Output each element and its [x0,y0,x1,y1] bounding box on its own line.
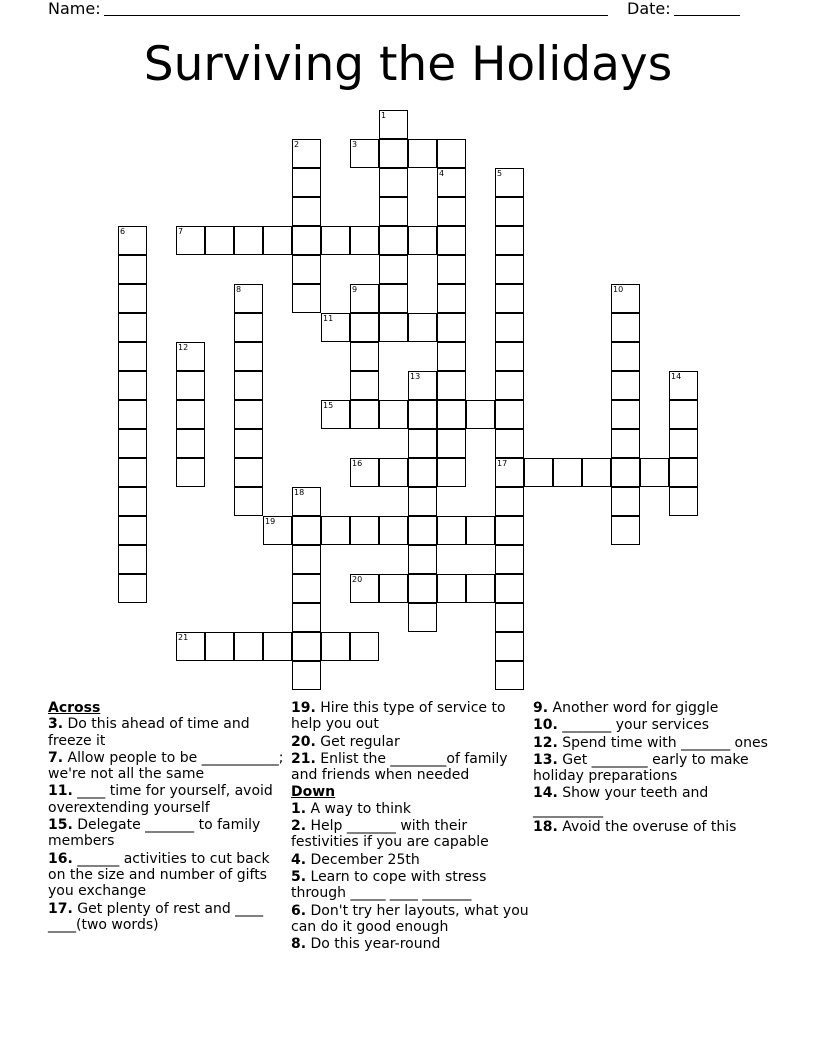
grid-cell[interactable] [176,429,205,458]
grid-cell[interactable] [437,458,466,487]
clue-text: Learn to cope with stress through _____ ____ _______ [291,868,487,902]
grid-cell[interactable] [350,516,379,545]
grid-cell[interactable] [234,487,263,516]
grid-cell[interactable] [437,313,466,342]
grid-cell[interactable] [379,458,408,487]
clue-number: 6. [291,902,307,919]
clue-item [533,752,773,785]
grid-cell[interactable] [292,197,321,226]
grid-cell[interactable] [408,400,437,429]
grid-cell[interactable] [495,197,524,226]
clue-number: 2. [291,818,307,835]
grid-cell[interactable] [495,313,524,342]
grid-cell[interactable] [234,342,263,371]
cell-number: 17 [497,459,508,468]
clue-number: 18. [533,819,558,836]
clue-list [291,700,531,783]
clue-text: Get plenty of rest and ____ ____(two words) [48,900,264,933]
grid-cell[interactable] [118,284,147,313]
grid-cell[interactable] [350,226,379,255]
grid-cell[interactable] [408,574,437,603]
cell-number: 15 [323,401,334,410]
grid-cell[interactable] [408,545,437,574]
grid-cell[interactable] [495,168,524,197]
grid-cell[interactable] [321,400,350,429]
grid-cell[interactable] [263,226,292,255]
grid-cell[interactable] [582,458,611,487]
grid-cell[interactable] [437,197,466,226]
grid-cell[interactable] [379,197,408,226]
grid-cell[interactable] [437,255,466,284]
grid-cell[interactable] [611,516,640,545]
clue-text: Do this ahead of time and freeze it [48,716,250,749]
grid-cell[interactable] [350,371,379,400]
grid-cell[interactable] [350,342,379,371]
grid-cell[interactable] [437,168,466,197]
clue-item [533,717,773,733]
grid-cell[interactable] [118,545,147,574]
grid-cell[interactable] [292,139,321,168]
grid-cell[interactable] [495,226,524,255]
clue-item [291,818,531,851]
grid-cell[interactable] [350,313,379,342]
grid-cell[interactable] [611,458,640,487]
grid-cell[interactable] [466,400,495,429]
clue-text: ____ time for yourself, avoid overextending yourself [48,783,273,816]
grid-cell[interactable] [437,371,466,400]
grid-cell[interactable] [408,516,437,545]
grid-cell[interactable] [292,545,321,574]
page-title: Surviving the Holidays [143,37,673,92]
grid-cell[interactable] [437,284,466,313]
clue-item [291,700,531,733]
clue-number: 17. [48,900,73,917]
grid-cell[interactable] [437,226,466,255]
grid-cell[interactable] [408,139,437,168]
grid-cell[interactable] [408,313,437,342]
clue-number: 15. [48,817,73,834]
cell-number: 2 [294,140,300,149]
grid-cell[interactable] [611,400,640,429]
clue-number: 3. [48,716,64,733]
grid-cell[interactable] [611,284,640,313]
grid-cell[interactable] [292,168,321,197]
grid-cell[interactable] [495,632,524,661]
clue-text: Enlist the ________of family and friends when needed [291,750,508,784]
grid-cell[interactable] [205,226,234,255]
clue-item [291,751,531,784]
clue-item [48,716,288,749]
clue-number: 10. [533,717,558,734]
grid-cell[interactable] [292,487,321,516]
grid-cell[interactable] [350,632,379,661]
cell-number: 4 [439,169,445,178]
clue-text: Allow people to be ___________; we're not all the same [48,749,284,783]
grid-cell[interactable] [118,313,147,342]
clue-text: _______ your services [557,717,710,734]
clue-item [48,750,288,783]
grid-cell[interactable] [234,429,263,458]
grid-cell[interactable] [466,574,495,603]
name-label: Name: [48,0,101,18]
grid-cell[interactable] [524,458,553,487]
grid-cell[interactable] [611,342,640,371]
grid-cell[interactable] [408,371,437,400]
grid-cell[interactable] [669,487,698,516]
date-label: Date: [627,0,671,18]
grid-cell[interactable] [495,255,524,284]
cell-number: 8 [236,285,242,294]
clues-column-2 [291,700,531,953]
clue-text: Hire this type of service to help you out [291,700,506,733]
grid-cell[interactable] [176,226,205,255]
grid-cell[interactable] [350,574,379,603]
clue-text: Help _______ with their festivities if you are capable [291,818,489,851]
grid-cell[interactable] [234,284,263,313]
grid-cell[interactable] [437,139,466,168]
cell-number: 18 [294,488,305,497]
grid-cell[interactable] [495,603,524,632]
grid-cell[interactable] [379,313,408,342]
grid-cell[interactable] [118,400,147,429]
grid-cell[interactable] [350,400,379,429]
grid-cell[interactable] [292,226,321,255]
cell-number: 14 [671,372,682,381]
grid-cell[interactable] [495,458,524,487]
cell-number: 13 [410,372,421,381]
grid-cell[interactable] [611,313,640,342]
clue-text: Get ________ early to make holiday preparations [533,751,749,785]
grid-cell[interactable] [350,139,379,168]
grid-cell[interactable] [118,429,147,458]
grid-cell[interactable] [176,458,205,487]
grid-cell[interactable] [408,429,437,458]
grid-cell[interactable] [379,226,408,255]
clue-text: December 25th [306,851,420,868]
grid-cell[interactable] [495,400,524,429]
clue-item [533,819,773,835]
clue-item [533,700,773,716]
clue-list [533,700,773,835]
grid-cell[interactable] [292,574,321,603]
grid-cell[interactable] [408,458,437,487]
clue-item [48,817,288,850]
grid-cell[interactable] [379,139,408,168]
grid-cell[interactable] [379,255,408,284]
grid-cell[interactable] [350,284,379,313]
clue-list [291,801,531,953]
grid-cell[interactable] [234,371,263,400]
clue-item [291,852,531,868]
clue-number: 14. [533,785,558,802]
clue-text: Get regular [315,733,400,750]
clue-text: Delegate _______ to family members [48,817,261,850]
grid-cell[interactable] [350,458,379,487]
grid-cell[interactable] [292,255,321,284]
clue-item [533,735,773,751]
cell-number: 9 [352,285,358,294]
clue-text: Another word for giggle [548,700,719,716]
clue-text: Avoid the overuse of this [557,819,737,836]
cell-number: 11 [323,314,334,323]
clues-column-1 [48,700,288,934]
cell-number: 12 [178,343,189,352]
grid-cell[interactable] [379,284,408,313]
clue-number: 16. [48,850,73,867]
clue-item [48,851,288,900]
clue-item [291,734,531,750]
cell-number: 3 [352,140,358,149]
grid-cell[interactable] [379,574,408,603]
clue-item [533,785,773,818]
grid-cell[interactable] [408,603,437,632]
grid-cell[interactable] [118,342,147,371]
grid-cell[interactable] [437,574,466,603]
cell-number: 16 [352,459,363,468]
grid-cell[interactable] [321,632,350,661]
clue-number: 20. [291,733,316,750]
grid-cell[interactable] [292,632,321,661]
grid-cell[interactable] [263,516,292,545]
grid-cell[interactable] [408,487,437,516]
clue-number: 21. [291,750,316,767]
clue-number: 13. [533,751,558,768]
grid-cell[interactable] [669,400,698,429]
grid-cell[interactable] [205,632,234,661]
clue-text: Spend time with _______ ones [557,734,768,751]
grid-cell[interactable] [379,168,408,197]
grid-cell[interactable] [292,661,321,690]
cell-number: 7 [178,227,184,236]
grid-cell[interactable] [118,516,147,545]
grid-cell[interactable] [321,313,350,342]
down-heading: Down [291,784,336,801]
grid-cell[interactable] [640,458,669,487]
grid-cell[interactable] [234,226,263,255]
clue-item [291,801,531,817]
grid-cell[interactable] [234,313,263,342]
grid-cell[interactable] [408,226,437,255]
across-heading: Across [48,700,101,716]
grid-cell[interactable] [553,458,582,487]
grid-cell[interactable] [321,226,350,255]
clue-text: Don't try her layouts, what you can do it good enough [291,902,529,935]
clue-item [291,936,531,952]
grid-cell[interactable] [118,458,147,487]
grid-cell[interactable] [495,516,524,545]
clue-text: Do this year-round [306,936,441,953]
grid-cell[interactable] [495,487,524,516]
clue-number: 19. [291,700,316,716]
grid-cell[interactable] [611,371,640,400]
clue-item [48,901,288,934]
cell-number: 6 [120,227,126,236]
clue-text: Show your teeth and __________ [533,785,709,818]
clue-list [48,716,288,933]
grid-cell[interactable] [118,371,147,400]
clue-number: 12. [533,734,558,751]
grid-cell[interactable] [379,400,408,429]
grid-cell[interactable] [669,458,698,487]
grid-cell[interactable] [176,342,205,371]
grid-cell[interactable] [611,429,640,458]
clue-number: 8. [291,936,307,953]
grid-cell[interactable] [495,574,524,603]
grid-cell[interactable] [495,371,524,400]
clue-number: 9. [533,700,549,716]
clue-number: 7. [48,749,64,766]
grid-cell[interactable] [669,429,698,458]
clue-item [291,869,531,902]
grid-cell[interactable] [495,545,524,574]
clue-item [48,783,288,816]
grid-cell[interactable] [437,400,466,429]
grid-cell[interactable] [466,516,495,545]
grid-cell[interactable] [379,110,408,139]
grid-cell[interactable] [118,487,147,516]
cell-number: 21 [178,633,189,642]
grid-cell[interactable] [234,400,263,429]
grid-cell[interactable] [495,661,524,690]
cell-number: 1 [381,111,387,120]
clue-text: ______ activities to cut back on the size and number of gifts you exchange [48,850,270,900]
clue-number: 5. [291,868,307,885]
grid-cell[interactable] [176,632,205,661]
cell-number: 10 [613,285,624,294]
grid-cell[interactable] [669,371,698,400]
grid-cell[interactable] [495,429,524,458]
grid-cell[interactable] [176,400,205,429]
grid-cell[interactable] [495,342,524,371]
grid-cell[interactable] [379,516,408,545]
cell-number: 5 [497,169,503,178]
cell-number: 19 [265,517,276,526]
grid-cell[interactable] [437,429,466,458]
clues-column-3 [533,700,773,836]
grid-cell[interactable] [118,255,147,284]
clue-number: 1. [291,800,307,817]
grid-cell[interactable] [176,371,205,400]
grid-cell[interactable] [263,632,292,661]
clue-text: A way to think [306,800,412,817]
grid-cell[interactable] [118,226,147,255]
clue-number: 4. [291,851,307,868]
grid-cell[interactable] [495,284,524,313]
grid-cell[interactable] [292,516,321,545]
grid-cell[interactable] [234,458,263,487]
clue-number: 11. [48,783,73,800]
grid-cell[interactable] [118,574,147,603]
grid-cell[interactable] [321,516,350,545]
clue-item [291,903,531,936]
grid-cell[interactable] [234,632,263,661]
grid-cell[interactable] [437,342,466,371]
grid-cell[interactable] [292,603,321,632]
grid-cell[interactable] [611,487,640,516]
grid-cell[interactable] [292,284,321,313]
grid-cell[interactable] [437,516,466,545]
cell-number: 20 [352,575,363,584]
